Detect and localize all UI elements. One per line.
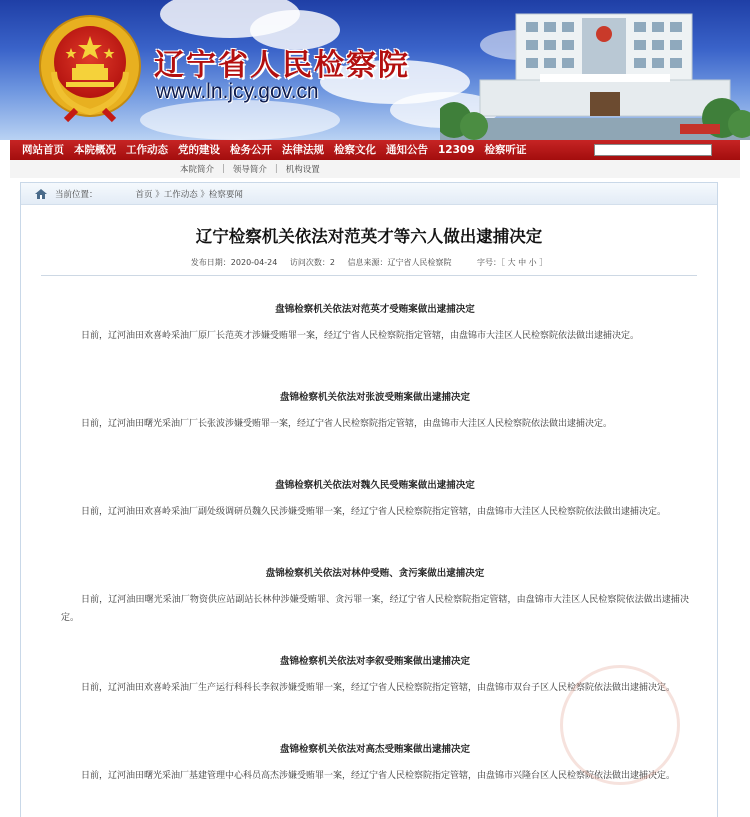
article-meta (21, 257, 717, 268)
article-title: 辽宁检察机关依法对范英才等六人做出逮捕决定 (195, 227, 543, 246)
section-title: 盘锦检察机关依法对林仲受贿、贪污案做出逮捕决定 (265, 568, 485, 579)
subnav-separator: | (274, 164, 278, 174)
section-title: 盘锦检察机关依法对魏久民受贿案做出逮捕决定 (275, 480, 475, 491)
article-section (61, 389, 689, 433)
nav-party-building[interactable]: 党的建设 (178, 144, 220, 156)
subnav-separator: | (222, 164, 225, 174)
section-title: 盘锦检察机关依法对高杰受贿案做出逮捕决定 (279, 744, 470, 755)
breadcrumb-path[interactable]: 首页 》工作动态 》检察要闻 (135, 189, 243, 200)
nav-laws[interactable]: 法律法规 (282, 144, 324, 156)
article-section (61, 565, 689, 627)
subnav-structure[interactable]: 机构设置 (285, 165, 320, 175)
publish-date: 发布日期：2020-04-24 (190, 258, 278, 267)
main-nav (10, 140, 740, 160)
subnav-intro[interactable]: 本院简介 (180, 165, 215, 175)
info-source: 信息来源：辽宁省人民检察院 (347, 258, 452, 267)
watermark-stamp (560, 665, 680, 785)
article-section (61, 477, 689, 521)
home-icon (35, 189, 47, 199)
section-title: 盘锦检察机关依法对李叙受贿案做出逮捕决定 (279, 656, 470, 667)
section-body: 日前，辽河油田欢喜岭采油厂副处级调研员魏久民涉嫌受贿罪一案，经辽宁省人民检察院指定管辖，由盘锦市大洼区人民检察院依法做出逮捕决定。 (81, 507, 667, 517)
site-url: www.ln.jcy.gov.cn (156, 80, 319, 103)
nav-hearing[interactable]: 检察听证 (484, 144, 527, 156)
section-title: 盘锦检察机关依法对范英才受贿案做出逮捕决定 (275, 304, 475, 315)
search-input[interactable] (594, 144, 712, 156)
section-body: 日前，辽河油田欢喜岭采油厂生产运行科科长李叙涉嫌受贿罪一案，经辽宁省人民检察院指定管辖，由盘锦市双台子区人民检察院依法做出逮捕决定。 (81, 683, 676, 693)
header-banner (0, 0, 750, 140)
section-body: 日前，辽河油田欢喜岭采油厂原厂长范英才涉嫌受贿罪一案，经辽宁省人民检察院指定管辖，由盘锦市大洼区人民检察院依法做出逮捕决定。 (81, 331, 640, 341)
nav-overview[interactable]: 本院概况 (74, 144, 116, 156)
subnav-leaders[interactable]: 领导简介 (232, 165, 267, 175)
section-body: 日前，辽河油田曙光采油厂基建管理中心科员高杰涉嫌受贿罪一案，经辽宁省人民检察院指定管辖，由盘锦市兴隆台区人民检察院依法做出逮捕决定。 (81, 771, 676, 781)
font-size-switch[interactable]: 字号：［ 大 中 小 ］ (477, 258, 548, 267)
nav-affairs-public[interactable]: 检务公开 (230, 144, 272, 156)
site-title: 辽宁省人民检察院 (154, 48, 410, 83)
nav-culture[interactable]: 检察文化 (334, 144, 376, 156)
breadcrumb (21, 183, 717, 205)
nav-home[interactable]: 网站首页 (22, 144, 64, 156)
article-section (61, 301, 689, 345)
procuratorate-building-icon (440, 8, 750, 140)
sub-nav (10, 160, 740, 178)
section-body: 日前，辽河油田曙光采油厂物资供应站副站长林仲涉嫌受贿罪、贪污罪一案，经辽宁省人民检察院指定管辖，由盘锦市大洼区人民检察院依法做出逮捕决定。 (61, 595, 689, 623)
national-emblem-icon (36, 12, 144, 124)
nav-notices[interactable]: 通知公告 (386, 144, 428, 156)
breadcrumb-label: 当前位置： (55, 189, 98, 200)
section-title: 盘锦检察机关依法对张波受贿案做出逮捕决定 (279, 392, 470, 403)
section-body: 日前，辽河油田曙光采油厂厂长张波涉嫌受贿罪一案，经辽宁省人民检察院指定管辖，由盘锦市大洼区人民检察院依法做出逮捕决定。 (81, 419, 613, 429)
nav-work-news[interactable]: 工作动态 (126, 144, 168, 156)
nav-12309[interactable]: 12309 (438, 144, 475, 156)
view-count: 访问次数：2 (289, 258, 335, 267)
divider (41, 275, 697, 276)
